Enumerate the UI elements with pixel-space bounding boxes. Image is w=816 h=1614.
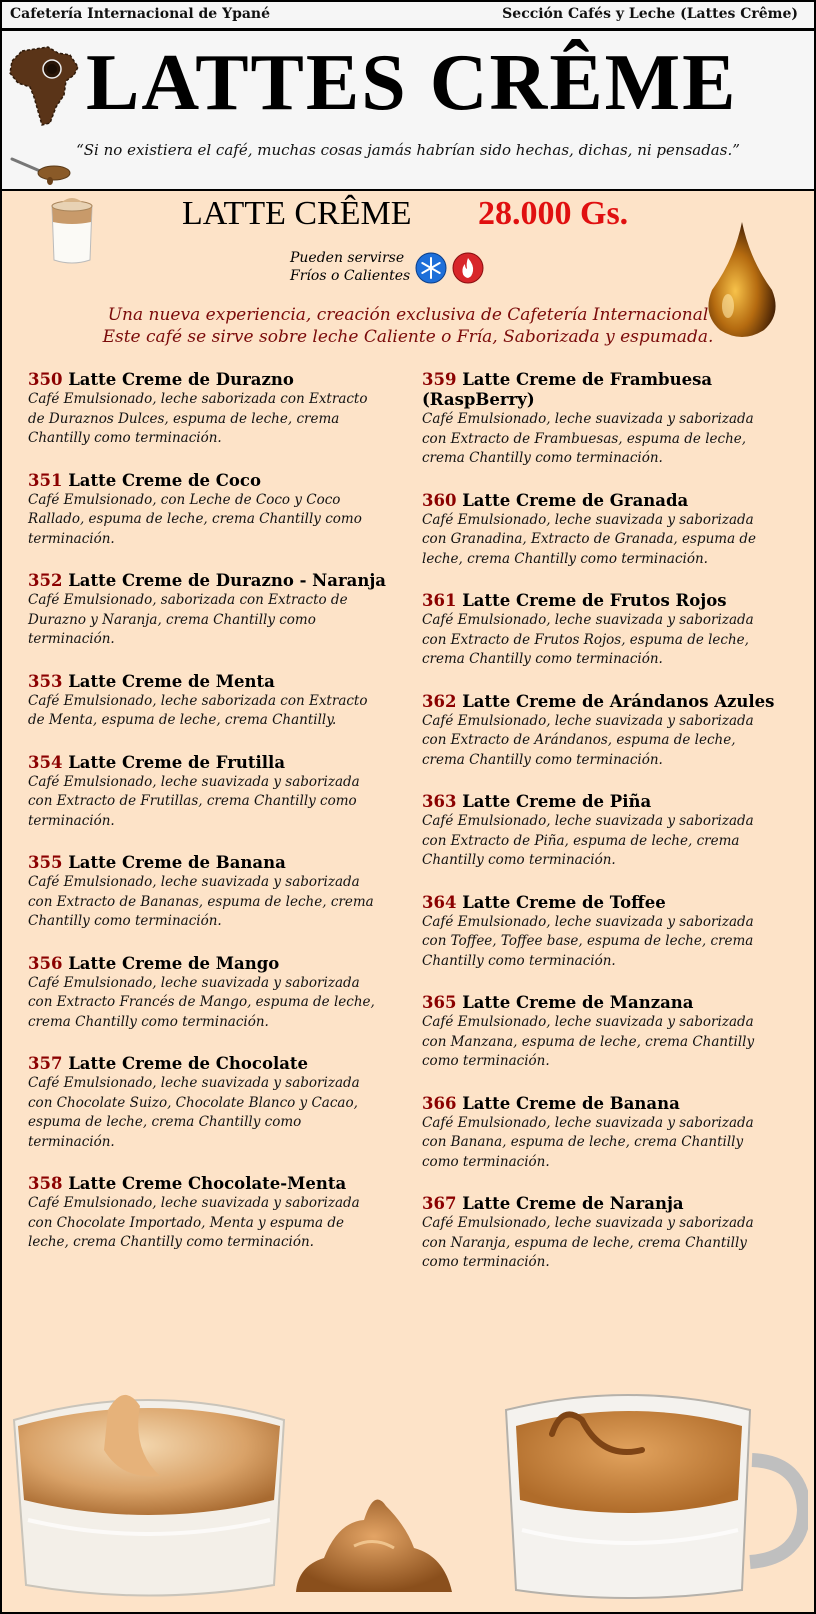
menu-item-title	[422, 591, 782, 611]
menu-item-name: Latte Creme de Arándanos Azules	[462, 691, 775, 711]
menu-item-name: Latte Creme de Frutilla	[68, 752, 286, 772]
menu-item-number: 363	[422, 792, 457, 811]
menu-item	[28, 954, 388, 1033]
menu-item-name: Latte Creme de Manzana	[462, 993, 694, 1012]
menu-item-description: Café Emulsionado, saborizada con Extracto de Durazno y Naranja, crema Chantilly como terminación.	[28, 592, 348, 647]
menu-column-right	[422, 370, 782, 1295]
menu-item-title	[422, 993, 782, 1013]
menu-item-description: Café Emulsionado, leche suavizada y saborizada con Extracto de Piña, espuma de leche, crema Chantilly como terminación.	[422, 813, 754, 868]
menu-item-number: 365	[422, 993, 457, 1012]
menu-item-number: 364	[422, 892, 457, 912]
menu-item-description: Café Emulsionado, leche suavizada y saborizada con Extracto de Frutillas, crema Chantilly como terminación.	[28, 773, 360, 829]
menu-item	[28, 1174, 388, 1253]
menu-item	[28, 471, 388, 550]
latte-cup-photo-left	[12, 1380, 288, 1602]
menu-item-number: 352	[28, 571, 63, 590]
menu-item-title	[28, 753, 388, 773]
serve-line-1: Pueden servirse	[290, 250, 405, 266]
menu-item-description: Café Emulsionado, leche suavizada y saborizada con Extracto de Frutos Rojos, espuma de leche, crema Chantilly como terminación.	[422, 612, 754, 667]
menu-item-title	[28, 672, 388, 692]
flame-icon	[452, 252, 484, 284]
menu-item-name: Latte Creme de Naranja	[462, 1194, 684, 1213]
menu-item	[28, 571, 388, 650]
menu-item-name: Latte Creme de Granada	[462, 490, 689, 510]
menu-item	[422, 1094, 782, 1173]
menu-item-name: Latte Creme de Toffee	[462, 892, 666, 912]
menu-item	[422, 491, 782, 570]
menu-item-description: Café Emulsionado, leche suavizada y saborizada con Banana, espuma de leche, crema Chantilly como terminación.	[422, 1114, 754, 1170]
latte-mug-photo-right	[502, 1380, 808, 1602]
menu-item-name: Latte Creme de Durazno	[68, 370, 294, 389]
menu-item-number: 360	[422, 490, 457, 510]
menu-item-description: Café Emulsionado, leche suavizada y saborizada con Naranja, espuma de leche, crema Chantilly como terminación.	[422, 1215, 754, 1270]
menu-item-name: Latte Creme de Frambuesa (RaspBerry)	[422, 370, 713, 409]
top-bar	[2, 2, 814, 31]
menu-item-name: Latte Creme de Piña	[462, 792, 652, 811]
menu-item-name: Latte Creme de Banana	[462, 1093, 680, 1113]
menu-item-name: Latte Creme de Menta	[68, 671, 275, 691]
menu-item	[422, 993, 782, 1072]
menu-item-title	[422, 893, 782, 913]
menu-item-name: Latte Creme de Coco	[68, 470, 261, 490]
menu-item-description: Café Emulsionado, leche suavizada y saborizada con Chocolate Importado, Menta y espuma de leche, crema Chantilly como terminación.	[28, 1195, 360, 1250]
menu-item	[28, 370, 388, 449]
menu-item-description: Café Emulsionado, leche suavizada y saborizada con Extracto de Frambuesas, espuma de leche, crema Chantilly como terminación.	[422, 411, 754, 466]
menu-item-description: Café Emulsionado, leche suavizada y saborizada con Extracto de Bananas, espuma de leche, crema Chantilly como terminación.	[28, 874, 374, 929]
menu-item-number: 366	[422, 1093, 457, 1113]
menu-item-number: 359	[422, 370, 457, 389]
menu-item-number: 355	[28, 853, 63, 872]
menu-item-number: 358	[28, 1174, 63, 1193]
menu-item-title	[28, 370, 388, 390]
menu-item-description: Café Emulsionado, leche saborizada con Extracto de Duraznos Dulces, espuma de leche, crema Chantilly como terminación.	[28, 391, 368, 446]
menu-item-number: 367	[422, 1194, 457, 1213]
menu-item-number: 361	[422, 591, 457, 610]
menu-item-title	[28, 1174, 388, 1194]
menu-item-title	[28, 954, 388, 974]
menu-item-title	[28, 853, 388, 873]
tagline-line-1: Una nueva experiencia, creación exclusiva de Cafetería Internacional	[107, 305, 709, 325]
tagline-line-2: Este café se sirve sobre leche Caliente o Fría, Saborizada y espumada.	[102, 327, 714, 347]
menu-item	[422, 591, 782, 670]
latte-glass-icon	[46, 196, 98, 266]
menu-item-name: Latte Creme de Frutos Rojos	[462, 591, 727, 610]
menu-item-name: Latte Creme Chocolate-Menta	[68, 1174, 347, 1193]
menu-item	[422, 370, 782, 469]
menu-item-description: Café Emulsionado, leche suavizada y saborizada con Extracto Francés de Mango, espuma de leche, crema Chantilly como terminación.	[28, 974, 375, 1030]
menu-item	[422, 792, 782, 871]
menu-item-title	[28, 1054, 388, 1074]
menu-item-description: Café Emulsionado, leche suavizada y saborizada con Granadina, Extracto de Granada, espuma de leche, crema Chantilly como terminación.	[422, 511, 757, 567]
menu-item-name: Latte Creme de Chocolate	[68, 1054, 309, 1073]
menu-item-title	[422, 692, 782, 712]
coffee-drop-icon	[702, 220, 782, 342]
section-name: Sección Cafés y Leche (Lattes Crême)	[502, 6, 798, 22]
product-name: LATTE CRÊME	[182, 195, 412, 232]
menu-item-description: Café Emulsionado, leche suavizada y saborizada con Chocolate Suizo, Chocolate Blanco y Cacao, espuma de leche, crema Chantilly como terminación.	[28, 1075, 360, 1150]
menu-item	[28, 1054, 388, 1152]
menu-column-left	[28, 370, 388, 1275]
menu-item-name: Latte Creme de Durazno - Naranja	[68, 571, 386, 590]
whipped-coffee-photo	[294, 1486, 454, 1600]
quote: “Si no existiera el café, muchas cosas jamás habrían sido hechas, dichas, ni pensadas.”	[76, 141, 740, 159]
cafe-name: Cafetería Internacional de Ypané	[10, 6, 271, 22]
menu-item	[28, 853, 388, 932]
menu-item-number: 362	[422, 691, 457, 711]
menu-item	[422, 893, 782, 972]
menu-item	[28, 753, 388, 832]
menu-item-number: 353	[28, 671, 63, 691]
menu-item-title	[422, 370, 782, 410]
menu-item-title	[422, 491, 782, 511]
menu-item-number: 356	[28, 953, 63, 973]
menu-item-description: Café Emulsionado, leche suavizada y saborizada con Extracto de Arándanos, espuma de leche, crema Chantilly como terminación.	[422, 712, 754, 768]
page-title: LATTES CRÊME	[86, 39, 738, 127]
menu-item-name: Latte Creme de Banana	[68, 853, 286, 872]
africa-coffee-map-icon	[8, 45, 80, 127]
menu-item-name: Latte Creme de Mango	[68, 953, 280, 973]
menu-item-number: 351	[28, 470, 63, 490]
serve-info	[290, 249, 410, 285]
menu-item-title	[422, 792, 782, 812]
menu-item	[422, 692, 782, 771]
menu-item-description: Café Emulsionado, con Leche de Coco y Coco Rallado, espuma de leche, crema Chantilly como terminación.	[28, 491, 362, 547]
menu-item	[422, 1194, 782, 1273]
menu-item-title	[422, 1194, 782, 1214]
menu-item-title	[28, 571, 388, 591]
menu-item	[28, 672, 388, 731]
serve-line-2: Fríos o Calientes	[290, 268, 411, 284]
header	[2, 31, 814, 191]
menu-item-number: 357	[28, 1054, 63, 1073]
menu-item-description: Café Emulsionado, leche suavizada y saborizada con Toffee, Toffee base, espuma de leche, crema Chantilly como terminación.	[422, 913, 754, 969]
menu-item-description: Café Emulsionado, leche saborizada con Extracto de Menta, espuma de leche, crema Chantilly.	[28, 692, 368, 728]
menu-item-title	[422, 1094, 782, 1114]
menu-item-number: 350	[28, 370, 63, 389]
snowflake-icon	[415, 252, 447, 284]
coffee-spoon-icon	[10, 155, 72, 187]
menu-item-number: 354	[28, 752, 63, 772]
menu-item-description: Café Emulsionado, leche suavizada y saborizada con Manzana, espuma de leche, crema Chantilly como terminación.	[422, 1014, 755, 1069]
tagline	[2, 304, 814, 348]
menu-item-title	[28, 471, 388, 491]
product-price: 28.000 Gs.	[478, 195, 629, 232]
